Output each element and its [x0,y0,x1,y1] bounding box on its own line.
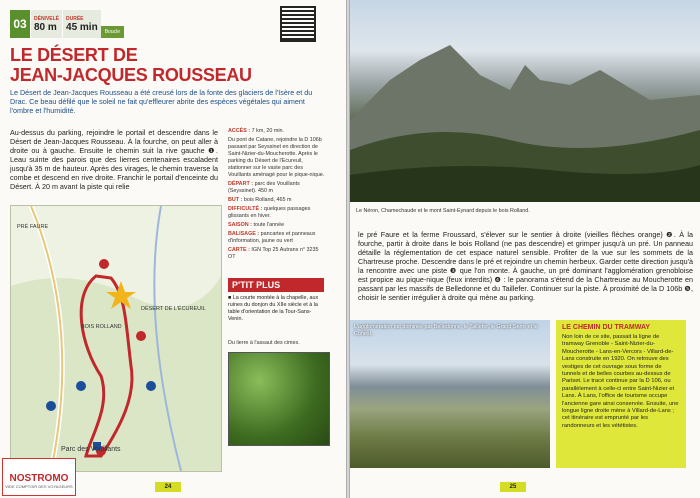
info-item: DIFFICULTÉ : quelques passages glissants en hiver. [228,206,311,219]
body-text: le pré Faure et la ferme Froussard, s'élever sur le sentier à droite (vieilles flèches orange) ❷. À la fourche, partir à droite dans le bois Rolland (ne pas descendre) et grimper jusqu'à un pré. Un panneau détaille la réglementation de cet espace naturel sensible. Profiter de la vue sur les sommets de la Chartreuse proche. Descendre dans le pré et rejoindre un chemin herbeux. Garder cette direction jusqu'à la rencontre avec une piste ❸ que l'on monte. À gauche, un pré dominant l'agglomération grenobloise est propice au pique-nique (feux interdits) ❹ : le panorama s'étend de la Chartreuse au Moucherotte en passant par les massifs de Belledonne et du Taillefer. Continuer sur la piste. À proximité de la D 106b ❺, choisir le sentier irrégulier à droite qui mène au parking. [358,230,693,302]
title-line-1: LE DÉSERT DE [10,45,138,65]
photo-caption: L'agglomération est dominée par Belledonne, le Taillefer, le Grand Serre et le Conest. [354,324,538,337]
info-item: BALISAGE : pancartes et panneaux d'information, jaune ou vert [228,231,316,244]
tip-text: ■ La courte montée à la chapelle, aux ruines du donjon du XIIe siècle et à la table d'orientation de la Tour-Sans-Venin. [228,295,319,322]
stat-elevation [30,10,62,38]
qr-code-icon[interactable] [282,8,314,40]
tree-photo [228,352,330,446]
route-header [10,10,124,38]
right-page [350,0,700,498]
waypoint-marker [99,259,109,269]
info-panel [228,128,326,263]
stat-label: DURÉE [66,15,84,22]
stat-label: DÉNIVELÉ [34,15,60,22]
map-label: DÉSERT DE L'ÉCUREUIL [141,306,206,312]
route-map[interactable] [10,205,222,472]
map-label: BOIS ROLLAND [81,324,122,330]
info-item: CARTE : IGN Top 25 Autrans n° 3235 OT [228,247,319,260]
info-item: Du pont de Catane, rejoindre la D 106b passant par Seyssinet en direction de Saint-Nizier-du-Moucherotte. Après le parking du Désert de l'Ecureuil, stationner sur le vaste parc des Vouillants aménagé pour le pique-nique. [228,137,325,178]
sidebar-text: Non loin de ce site, passait la ligne de tramway Grenoble - Saint-Nizier-du-Moucherotte - Lans-en-Vercors - Villard-de-Lans construite en 1920. On retrouve des vestiges de cet ouvrage sous forme de tunnels et de belles courbes au-dessus de Pariset. Le tracé continue par la D 106, ou parallèlement à celle-ci entre Saint-Nizier et Lans. À Lans, l'office de tourisme occupe l'ancienne gare ainsi conservée. Ensuite, une longue ligne droite mène à Villard-de-Lans ; cet itinéraire est emprunté par les randonneurs et les vététistes. [562,334,679,429]
map-graphic [11,206,221,471]
stat-value: 80 m [34,21,57,33]
map-label: PRÉ FAURE [17,224,49,230]
info-item: DÉPART : parc des Vouillants (Seyssinet). 450 m [228,181,300,194]
info-item: BUT : bois Rolland, 465 m [228,197,292,203]
route-number: 03 [10,10,30,38]
page-number: 25 [500,482,526,492]
info-item: SAISON : toute l'année [228,222,285,228]
stat-value: 45 min [66,21,98,33]
sidebar-title: LE CHEMIN DU TRAMWAY [562,324,651,331]
stat-duration [62,10,101,38]
watermark-logo [2,458,76,496]
photo-caption: Le Néron, Chamechaude et le mont Saint-Eynard depuis le bois Rolland. [356,208,530,214]
photo-caption: Du lierre à l'assaut des cimes. [228,340,300,346]
info-item: ACCÈS : 7 km, 20 min. [228,128,285,134]
title-line-2: JEAN-JACQUES ROUSSEAU [10,65,252,85]
mountain-graphic [350,0,700,202]
page-title [10,45,252,85]
tip-box [228,278,324,323]
body-text: Au-dessus du parking, rejoindre le portail et descendre dans le Désert de Jean-Jacques Rousseau. À la fourche, on peut aller à droite ou à gauche. Ensuite le chemin suit la rive gauche ❶. Leau suinte des parois que des lierres centenaires escaladent jusqu'à 35 m de hauteur. Après des virages, le chemin traverse la combe et descend en rive droite. Franchir le portail d'enceinte du Désert. À 20 m avant la piste qui relie [10,128,218,191]
waypoint-marker [136,331,146,341]
intro-text: Le Désert de Jean-Jacques Rousseau a été creusé lors de la fonte des glaciers de l'Isère et du Drac. Ce beau défilé que le soleil ne fait qu'effleurer abrite des espèces végétales qui aiment l'ombre et l'humidité. [10,88,313,115]
logo-tagline: VIDE COMPTOIR DES VOYAGEURS [5,484,73,489]
map-label: Parc des Vouillants [61,446,121,453]
mountain-photo [350,0,700,202]
panorama-photo [350,320,550,468]
page-number: 24 [155,482,181,492]
left-page [0,0,346,498]
tip-title: P'TIT PLUS [228,278,324,292]
sidebar-box [556,320,686,468]
logo-name: NOSTROMO [9,473,69,484]
difficulty-bar: Boucle [101,26,124,38]
